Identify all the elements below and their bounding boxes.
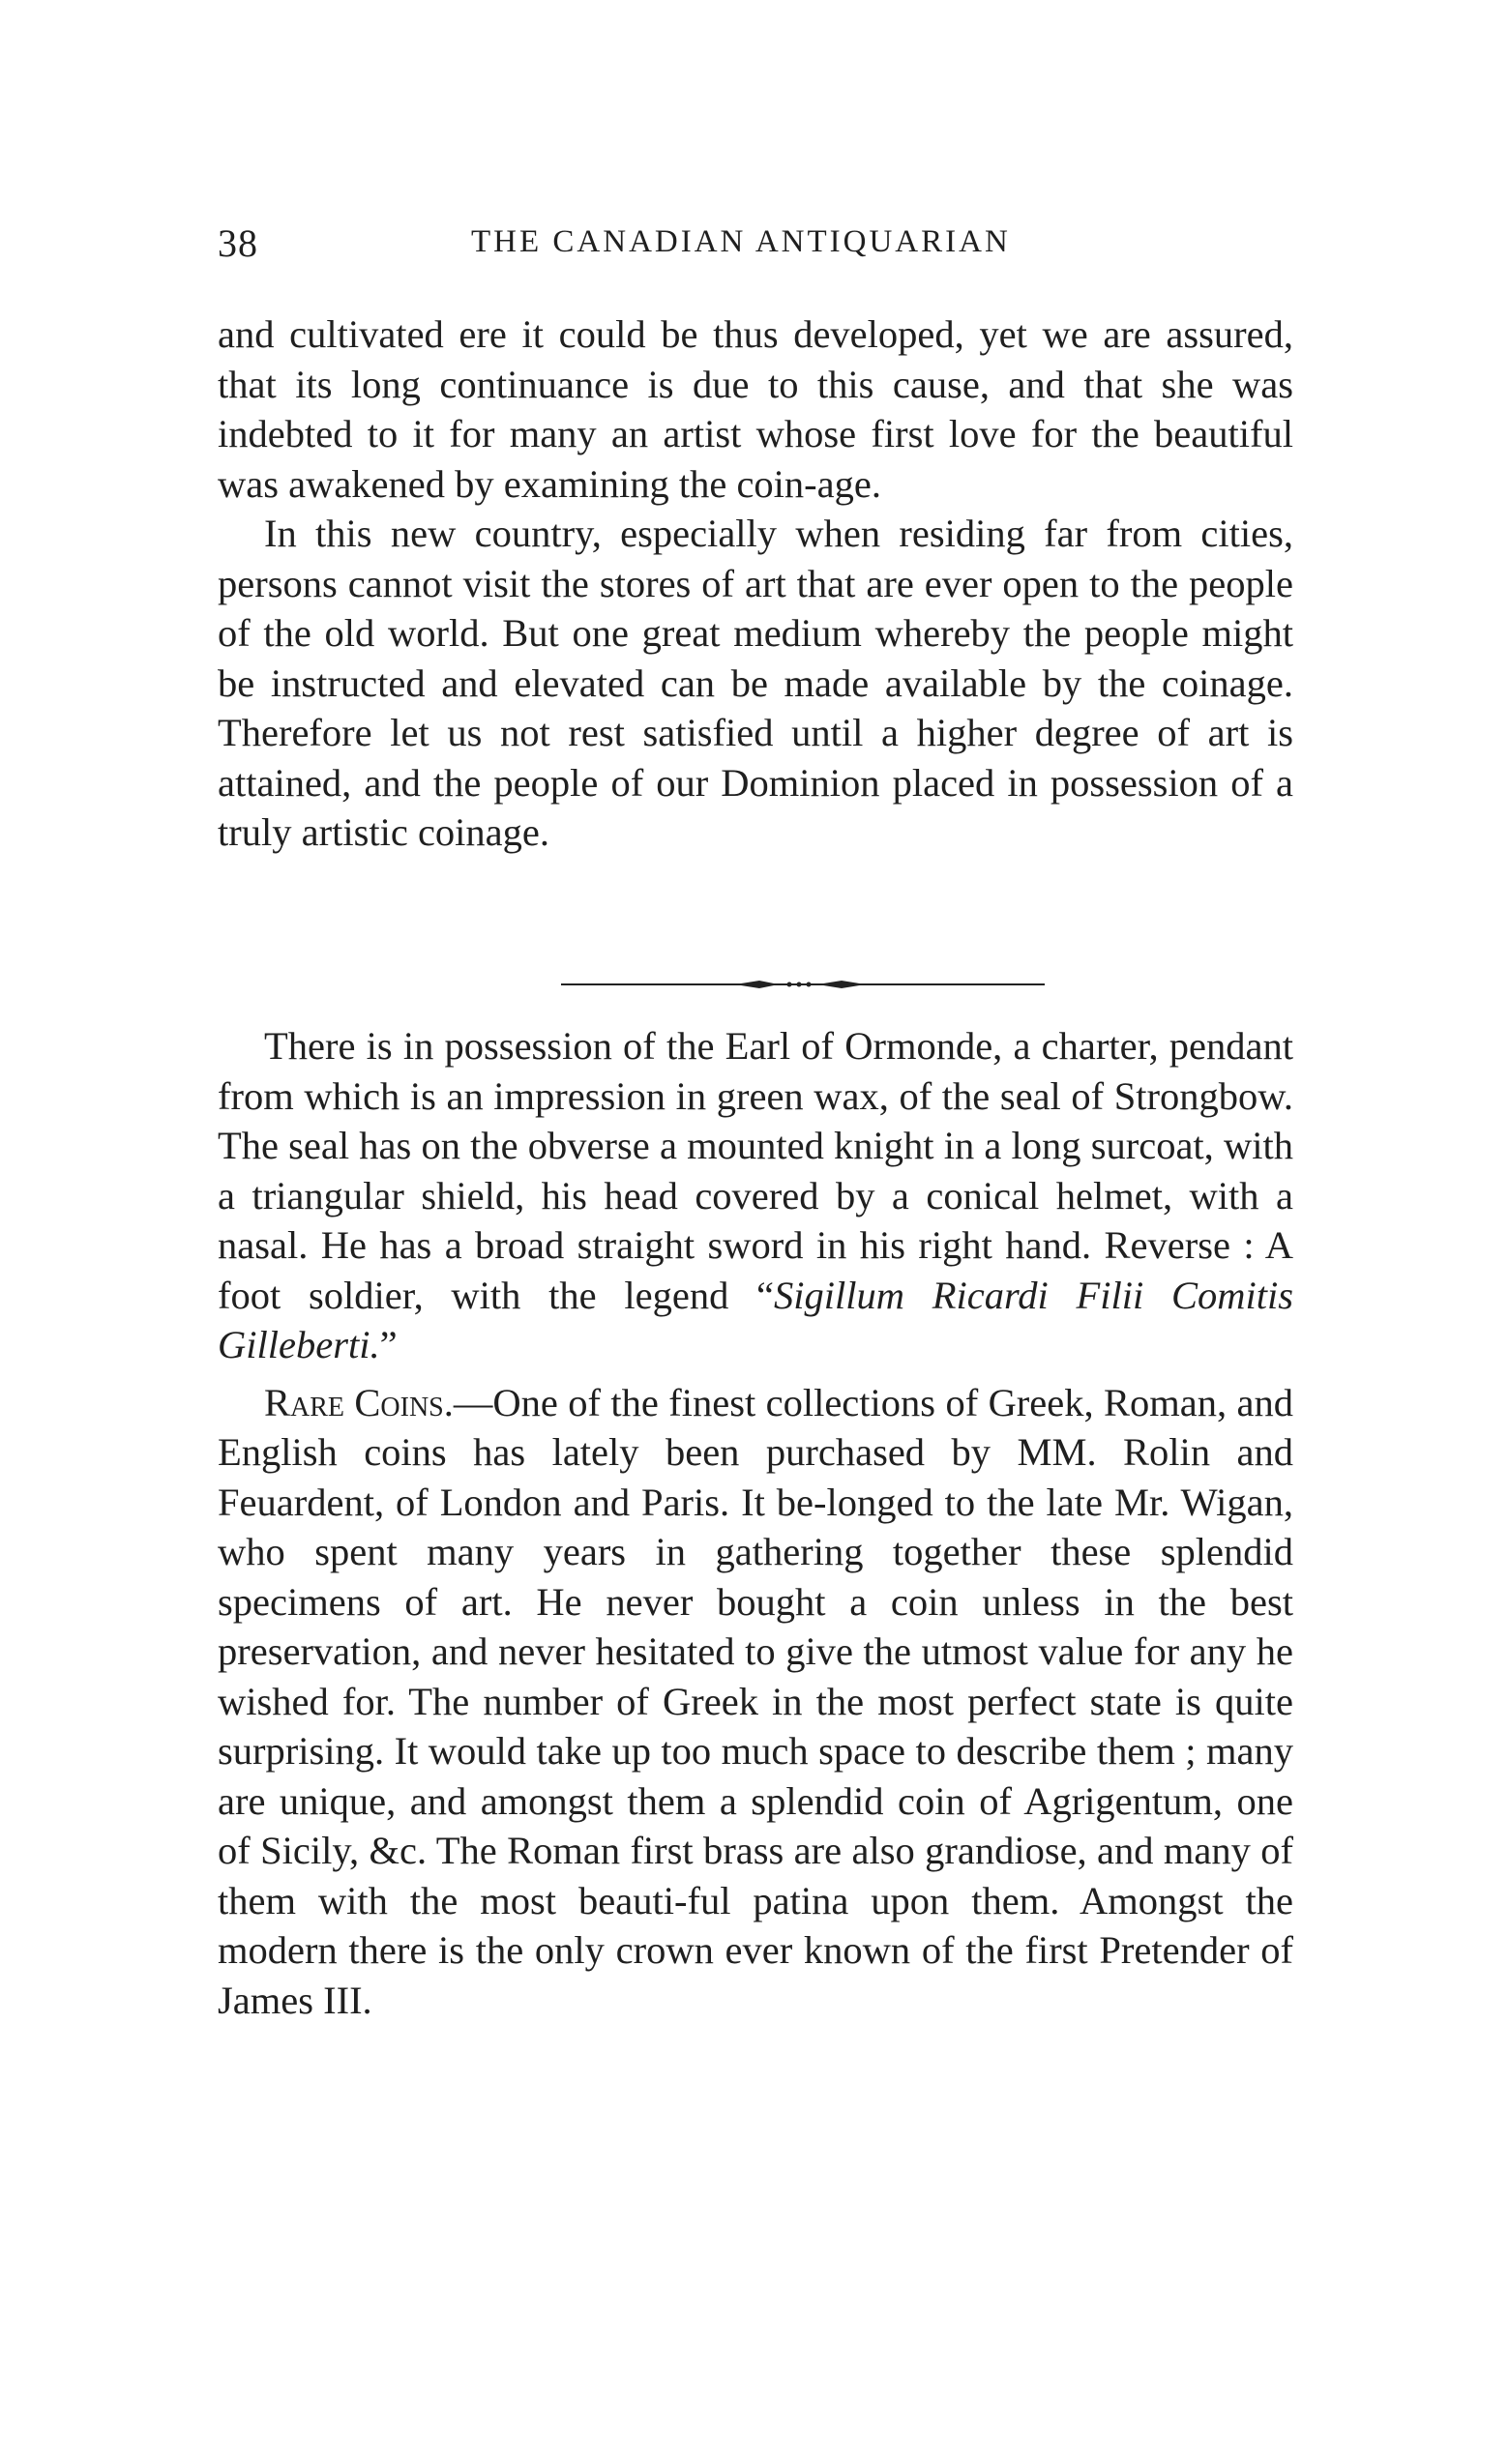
rare-coins-heading: Rare Coins. <box>264 1380 454 1424</box>
journal-title: THE CANADIAN ANTIQUARIAN <box>471 224 1011 259</box>
closing-quote: ” <box>379 1323 398 1366</box>
running-head <box>218 220 1301 279</box>
paragraph-new-country: In this new country, especially when residing far from cities, persons cannot visit the stores of art that are ever open to the people of the old world. But one great medium whereby the people might be instructed and elevated can be made available by the coinage. Therefore let us not rest satisfied until a higher degree of art is attained, and the people of our Dominion placed in possession of a truly artistic coinage. <box>218 512 1293 854</box>
strongbow-text: There is in possession of the Earl of Ormonde, a charter, pendant from which is an impression in green wax, of the seal of Strongbow. The seal has on the obverse a mounted knight in a long surcoat, with a triangular shield, his head covered by a conical helmet, with a nasal. He has a broad straight sword in his right hand. Reverse : A foot soldier, with the legend “ <box>218 1024 1293 1317</box>
ornamental-divider-icon <box>561 979 1045 990</box>
paragraph-strongbow-seal <box>218 1021 1293 1370</box>
text-block-antiquities <box>218 1021 1293 2025</box>
paragraph-continued: and cultivated ere it could be thus developed, yet we are assured, that its long continuance is due to this cause, and that she was indebted to it for many an artist whose first love for the beautiful was awakened by examining the coin-age. <box>218 312 1293 506</box>
seal-legend: Sigillum Ricardi Filii Comitis Gilleberti. <box>218 1273 1293 1366</box>
paragraph-rare-coins <box>218 1378 1293 2026</box>
page-number: 38 <box>218 221 258 265</box>
text-block-coinage <box>218 309 1293 858</box>
rare-coins-text: —One of the finest collections of Greek, Roman, and English coins has lately been purchased by MM. Rolin and Feuardent, of London and Paris. It be-longed to the late Mr. Wigan, who spent many years in gathering together these splendid specimens of art. He never bought a coin unless in the best preservation, and never hesitated to give the utmost value for any he wished for. The number of Greek in the most perfect state is quite surprising. It would take up too much space to describe them ; many are unique, and amongst them a splendid coin of Agrigentum, one of Sicily, &c. The Roman first brass are also grandiose, and many of them with the most beauti-ful patina upon them. Amongst the modern there is the only crown ever known of the first Pretender of James III. <box>218 1380 1293 2022</box>
